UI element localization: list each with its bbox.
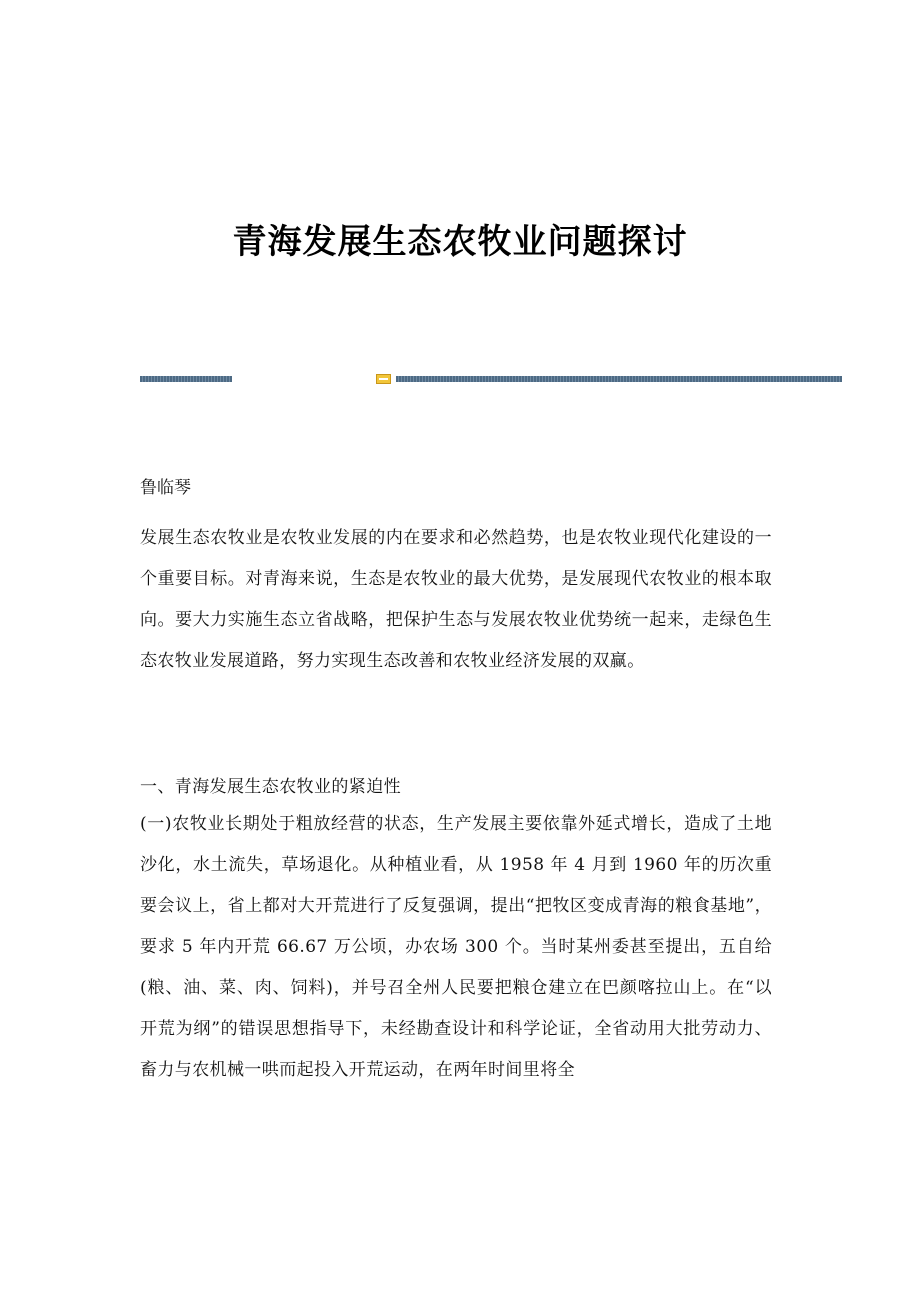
divider-bar-left — [140, 376, 232, 382]
section-heading: 一、青海发展生态农牧业的紧迫性 — [140, 777, 401, 797]
divider-bar-right — [396, 376, 842, 382]
divider-emblem-icon — [376, 374, 391, 384]
intro-paragraph: 发展生态农牧业是农牧业发展的内在要求和必然趋势，也是农牧业现代化建设的一个重要目标。对青海来说，生态是农牧业的最大优势，是发展现代农牧业的根本取向。要大力实施生态立省战略，把保护生态与发展农牧业优势统一起来，走绿色生态农牧业发展道路，努力实现生态改善和农牧业经济发展的双赢。 — [140, 528, 772, 671]
title-divider — [140, 374, 842, 384]
author-name: 鲁临琴 — [140, 478, 191, 498]
body-paragraph: (一)农牧业长期处于粗放经营的状态，生产发展主要依靠外延式增长，造成了土地沙化，水土流失，草场退化。从种植业看，从 1958 年 4 月到 1960 年的历次重要会议上，省上都对大开荒进行了反复强调，提出“把牧区变成青海的粮食基地”，要求 5 年内开荒 66.67 万公顷，办农场 300 个。当时某州委甚至提出，五自给(粮、油、菜、肉、饲料)，并号召全州人民要把粮仓建立在巴颜喀拉山上。在“以开荒为纲”的错误思想指导下，未经勘查设计和科学论证，全省动用大批劳动力、畜力与农机械一哄而起投入开荒运动，在两年时间里将全 — [140, 814, 772, 1080]
page-title: 青海发展生态农牧业问题探讨 — [232, 222, 688, 262]
